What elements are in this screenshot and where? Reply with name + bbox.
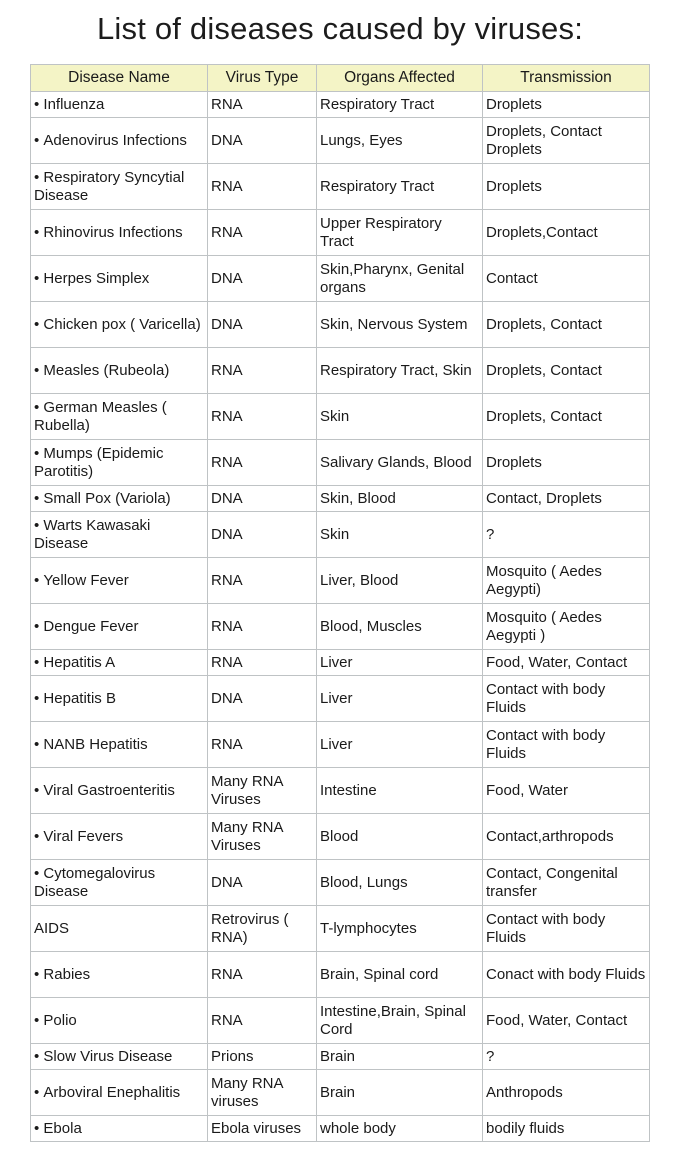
disease-name-cell: • Viral Gastroenteritis <box>31 768 208 814</box>
transmission-cell: bodily fluids <box>483 1116 650 1142</box>
table-row <box>31 118 650 164</box>
transmission-cell: Contact,arthropods <box>483 814 650 860</box>
virus-type-cell: DNA <box>208 256 317 302</box>
organs-affected-cell: Blood <box>317 814 483 860</box>
virus-type-cell: Many RNA Viruses <box>208 768 317 814</box>
table-row <box>31 768 650 814</box>
disease-name-cell: • Yellow Fever <box>31 558 208 604</box>
disease-name-cell: • Herpes Simplex <box>31 256 208 302</box>
organs-affected-cell: Skin <box>317 512 483 558</box>
transmission-cell: Food, Water <box>483 768 650 814</box>
virus-type-cell: Prions <box>208 1044 317 1070</box>
transmission-cell: Droplets <box>483 164 650 210</box>
table-row <box>31 512 650 558</box>
table-row <box>31 1070 650 1116</box>
diseases-table <box>30 64 650 1142</box>
table-row <box>31 998 650 1044</box>
virus-type-cell: RNA <box>208 650 317 676</box>
virus-type-cell: Many RNA viruses <box>208 1070 317 1116</box>
organs-affected-cell: Liver, Blood <box>317 558 483 604</box>
disease-name-cell: • Viral Fevers <box>31 814 208 860</box>
transmission-cell: Droplets,Contact <box>483 210 650 256</box>
transmission-cell: ? <box>483 1044 650 1070</box>
virus-type-cell: RNA <box>208 604 317 650</box>
transmission-cell: Contact with body Fluids <box>483 676 650 722</box>
disease-name-cell: • German Measles ( Rubella) <box>31 394 208 440</box>
transmission-cell: Food, Water, Contact <box>483 998 650 1044</box>
disease-name-cell: • Hepatitis B <box>31 676 208 722</box>
transmission-cell: Droplets <box>483 92 650 118</box>
table-row <box>31 486 650 512</box>
organs-affected-cell: Brain <box>317 1044 483 1070</box>
transmission-cell: Mosquito ( Aedes Aegypti) <box>483 558 650 604</box>
disease-name-cell: • Ebola <box>31 1116 208 1142</box>
disease-name-cell: • Influenza <box>31 92 208 118</box>
table-row <box>31 256 650 302</box>
organs-affected-cell: whole body <box>317 1116 483 1142</box>
disease-name-cell: • Arboviral Enephalitis <box>31 1070 208 1116</box>
disease-name-cell: • Rhinovirus Infections <box>31 210 208 256</box>
transmission-cell: Mosquito ( Aedes Aegypti ) <box>483 604 650 650</box>
header-transmission: Transmission <box>483 65 650 92</box>
organs-affected-cell: Skin, Nervous System <box>317 302 483 348</box>
table-row <box>31 952 650 998</box>
transmission-cell: Droplets, Contact <box>483 394 650 440</box>
transmission-cell: Droplets, Contact <box>483 348 650 394</box>
table-row <box>31 210 650 256</box>
virus-type-cell: RNA <box>208 722 317 768</box>
virus-type-cell: Retrovirus ( RNA) <box>208 906 317 952</box>
organs-affected-cell: Respiratory Tract <box>317 164 483 210</box>
transmission-cell: Conact with body Fluids <box>483 952 650 998</box>
table-row <box>31 1116 650 1142</box>
disease-name-cell: • Adenovirus Infections <box>31 118 208 164</box>
organs-affected-cell: Respiratory Tract <box>317 92 483 118</box>
virus-type-cell: Many RNA Viruses <box>208 814 317 860</box>
header-organs-affected: Organs Affected <box>317 65 483 92</box>
virus-type-cell: RNA <box>208 164 317 210</box>
disease-name-cell: • Cytomegalovirus Disease <box>31 860 208 906</box>
organs-affected-cell: Skin,Pharynx, Genital organs <box>317 256 483 302</box>
virus-type-cell: DNA <box>208 118 317 164</box>
organs-affected-cell: Skin, Blood <box>317 486 483 512</box>
table-row <box>31 650 650 676</box>
virus-type-cell: RNA <box>208 210 317 256</box>
transmission-cell: Droplets, Contact Droplets <box>483 118 650 164</box>
header-virus-type: Virus Type <box>208 65 317 92</box>
virus-type-cell: Ebola viruses <box>208 1116 317 1142</box>
organs-affected-cell: Lungs, Eyes <box>317 118 483 164</box>
disease-name-cell: • Measles (Rubeola) <box>31 348 208 394</box>
virus-type-cell: DNA <box>208 676 317 722</box>
transmission-cell: Anthropods <box>483 1070 650 1116</box>
page-title: List of diseases caused by viruses: <box>96 11 584 46</box>
organs-affected-cell: Liver <box>317 722 483 768</box>
transmission-cell: Contact with body Fluids <box>483 906 650 952</box>
table-row <box>31 92 650 118</box>
organs-affected-cell: Respiratory Tract, Skin <box>317 348 483 394</box>
transmission-cell: Contact, Droplets <box>483 486 650 512</box>
disease-name-cell: AIDS <box>31 906 208 952</box>
table-row <box>31 348 650 394</box>
table-row <box>31 906 650 952</box>
organs-affected-cell: Blood, Lungs <box>317 860 483 906</box>
virus-type-cell: RNA <box>208 558 317 604</box>
table-row <box>31 302 650 348</box>
virus-type-cell: DNA <box>208 302 317 348</box>
table-row <box>31 722 650 768</box>
disease-name-cell: • Rabies <box>31 952 208 998</box>
disease-name-cell: • Chicken pox ( Varicella) <box>31 302 208 348</box>
organs-affected-cell: Liver <box>317 650 483 676</box>
virus-type-cell: RNA <box>208 440 317 486</box>
virus-type-cell: RNA <box>208 394 317 440</box>
header-disease-name: Disease Name <box>31 65 208 92</box>
organs-affected-cell: T-lymphocytes <box>317 906 483 952</box>
table-row <box>31 440 650 486</box>
table-row <box>31 394 650 440</box>
organs-affected-cell: Skin <box>317 394 483 440</box>
virus-type-cell: DNA <box>208 860 317 906</box>
organs-affected-cell: Liver <box>317 676 483 722</box>
table-row <box>31 860 650 906</box>
table-row <box>31 164 650 210</box>
disease-name-cell: • Small Pox (Variola) <box>31 486 208 512</box>
disease-name-cell: • Polio <box>31 998 208 1044</box>
virus-type-cell: DNA <box>208 512 317 558</box>
transmission-cell: Contact, Congenital transfer <box>483 860 650 906</box>
disease-name-cell: • Warts Kawasaki Disease <box>31 512 208 558</box>
table-row <box>31 814 650 860</box>
disease-name-cell: • Hepatitis A <box>31 650 208 676</box>
organs-affected-cell: Intestine <box>317 768 483 814</box>
organs-affected-cell: Blood, Muscles <box>317 604 483 650</box>
transmission-cell: Contact <box>483 256 650 302</box>
virus-type-cell: RNA <box>208 92 317 118</box>
organs-affected-cell: Brain, Spinal cord <box>317 952 483 998</box>
disease-name-cell: • NANB Hepatitis <box>31 722 208 768</box>
header-row <box>31 65 650 92</box>
virus-type-cell: RNA <box>208 952 317 998</box>
table-row <box>31 558 650 604</box>
table-row <box>31 676 650 722</box>
transmission-cell: Droplets, Contact <box>483 302 650 348</box>
transmission-cell: Contact with body Fluids <box>483 722 650 768</box>
organs-affected-cell: Brain <box>317 1070 483 1116</box>
disease-name-cell: • Respiratory Syncytial Disease <box>31 164 208 210</box>
organs-affected-cell: Salivary Glands, Blood <box>317 440 483 486</box>
organs-affected-cell: Intestine,Brain, Spinal Cord <box>317 998 483 1044</box>
virus-type-cell: RNA <box>208 998 317 1044</box>
transmission-cell: Food, Water, Contact <box>483 650 650 676</box>
disease-name-cell: • Dengue Fever <box>31 604 208 650</box>
transmission-cell: Droplets <box>483 440 650 486</box>
virus-type-cell: DNA <box>208 486 317 512</box>
organs-affected-cell: Upper Respiratory Tract <box>317 210 483 256</box>
virus-type-cell: RNA <box>208 348 317 394</box>
disease-name-cell: • Mumps (Epidemic Parotitis) <box>31 440 208 486</box>
disease-name-cell: • Slow Virus Disease <box>31 1044 208 1070</box>
table-row <box>31 604 650 650</box>
table-row <box>31 1044 650 1070</box>
transmission-cell: ? <box>483 512 650 558</box>
